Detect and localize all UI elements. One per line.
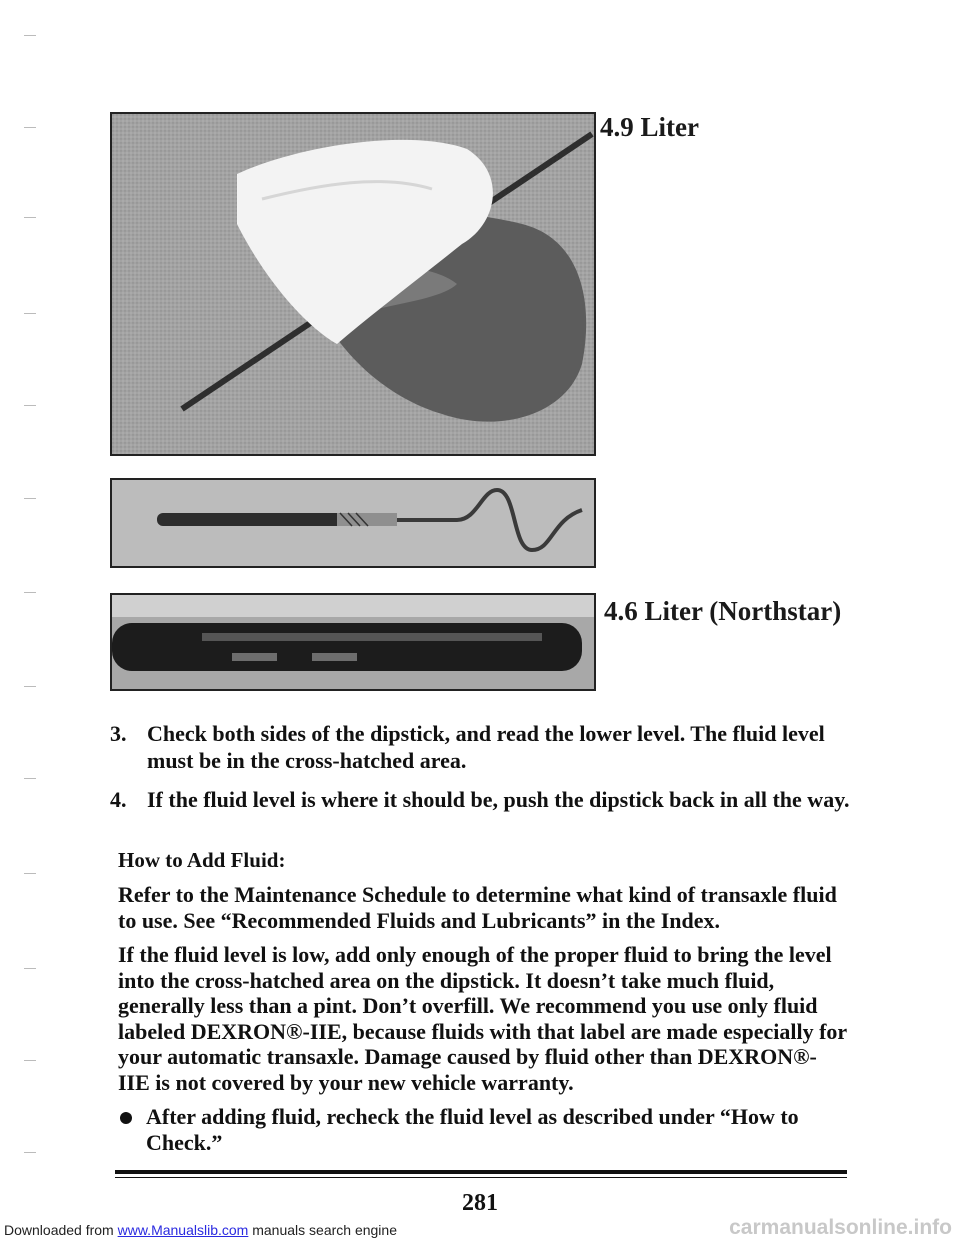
paragraph-add-fluid: If the fluid level is low, add only enough of the proper fluid to bring the level into the cross-hatched area on the dipstick. It doesn’t take much fluid, generally less than a pint. Don’t overfill. We recommend you use only fluid labeled DEXRON®-IIE, because fluids with that label are made especially for your automatic transaxle. Damage caused by fluid other than DEXRON®-IIE is not covered by your new vehicle warranty. bbox=[118, 942, 847, 1095]
margin-tick bbox=[24, 405, 36, 406]
margin-tick bbox=[24, 686, 36, 687]
footer-rule-thin bbox=[115, 1177, 847, 1178]
margin-tick bbox=[24, 1060, 36, 1061]
step-text: Check both sides of the dipstick, and read the lower level. The fluid level must be in the cross-hatched area. bbox=[147, 721, 825, 773]
step-number: 4. bbox=[110, 787, 127, 812]
page-number: 281 bbox=[462, 1190, 498, 1216]
dipstick-4-6-illustration bbox=[112, 595, 594, 689]
margin-tick bbox=[24, 968, 36, 969]
engine-caption-4-6: 4.6 Liter (Northstar) bbox=[604, 596, 842, 626]
margin-tick bbox=[24, 1152, 36, 1153]
manualslib-link[interactable]: www.Manualslib.com bbox=[117, 1222, 249, 1238]
watermark: carmanualsonline.info bbox=[729, 1216, 952, 1239]
dipstick-4-9-photo bbox=[110, 478, 596, 568]
section-heading: How to Add Fluid: bbox=[118, 848, 286, 872]
engine-caption-4-9: 4.9 Liter bbox=[600, 112, 699, 142]
margin-tick bbox=[24, 35, 36, 36]
bullet-recheck: After adding fluid, recheck the fluid level as described under “How to Check.” bbox=[146, 1104, 799, 1155]
margin-tick bbox=[24, 498, 36, 499]
bullet-icon bbox=[120, 1112, 132, 1124]
dipstick-wipe-illustration bbox=[112, 114, 594, 454]
download-footer bbox=[4, 1222, 397, 1238]
step-text: If the fluid level is where it should be, push the dipstick back in all the way. bbox=[147, 787, 850, 812]
margin-tick bbox=[24, 313, 36, 314]
dipstick-4-6-photo bbox=[110, 593, 596, 691]
footer-prefix: Downloaded from bbox=[4, 1222, 118, 1238]
margin-tick bbox=[24, 217, 36, 218]
dipstick-wipe-photo bbox=[110, 112, 596, 456]
margin-tick bbox=[24, 778, 36, 779]
margin-tick bbox=[24, 592, 36, 593]
step-number: 3. bbox=[110, 721, 127, 746]
margin-tick bbox=[24, 873, 36, 874]
footer-suffix: manuals search engine bbox=[248, 1222, 397, 1238]
dipstick-4-9-illustration bbox=[112, 480, 594, 566]
margin-tick bbox=[24, 127, 36, 128]
paragraph-fluid-type: Refer to the Maintenance Schedule to determine what kind of transaxle fluid to use. See “Recommended Fluids and Lubricants” in the Index. bbox=[118, 882, 837, 933]
footer-rule-thick bbox=[115, 1170, 847, 1174]
